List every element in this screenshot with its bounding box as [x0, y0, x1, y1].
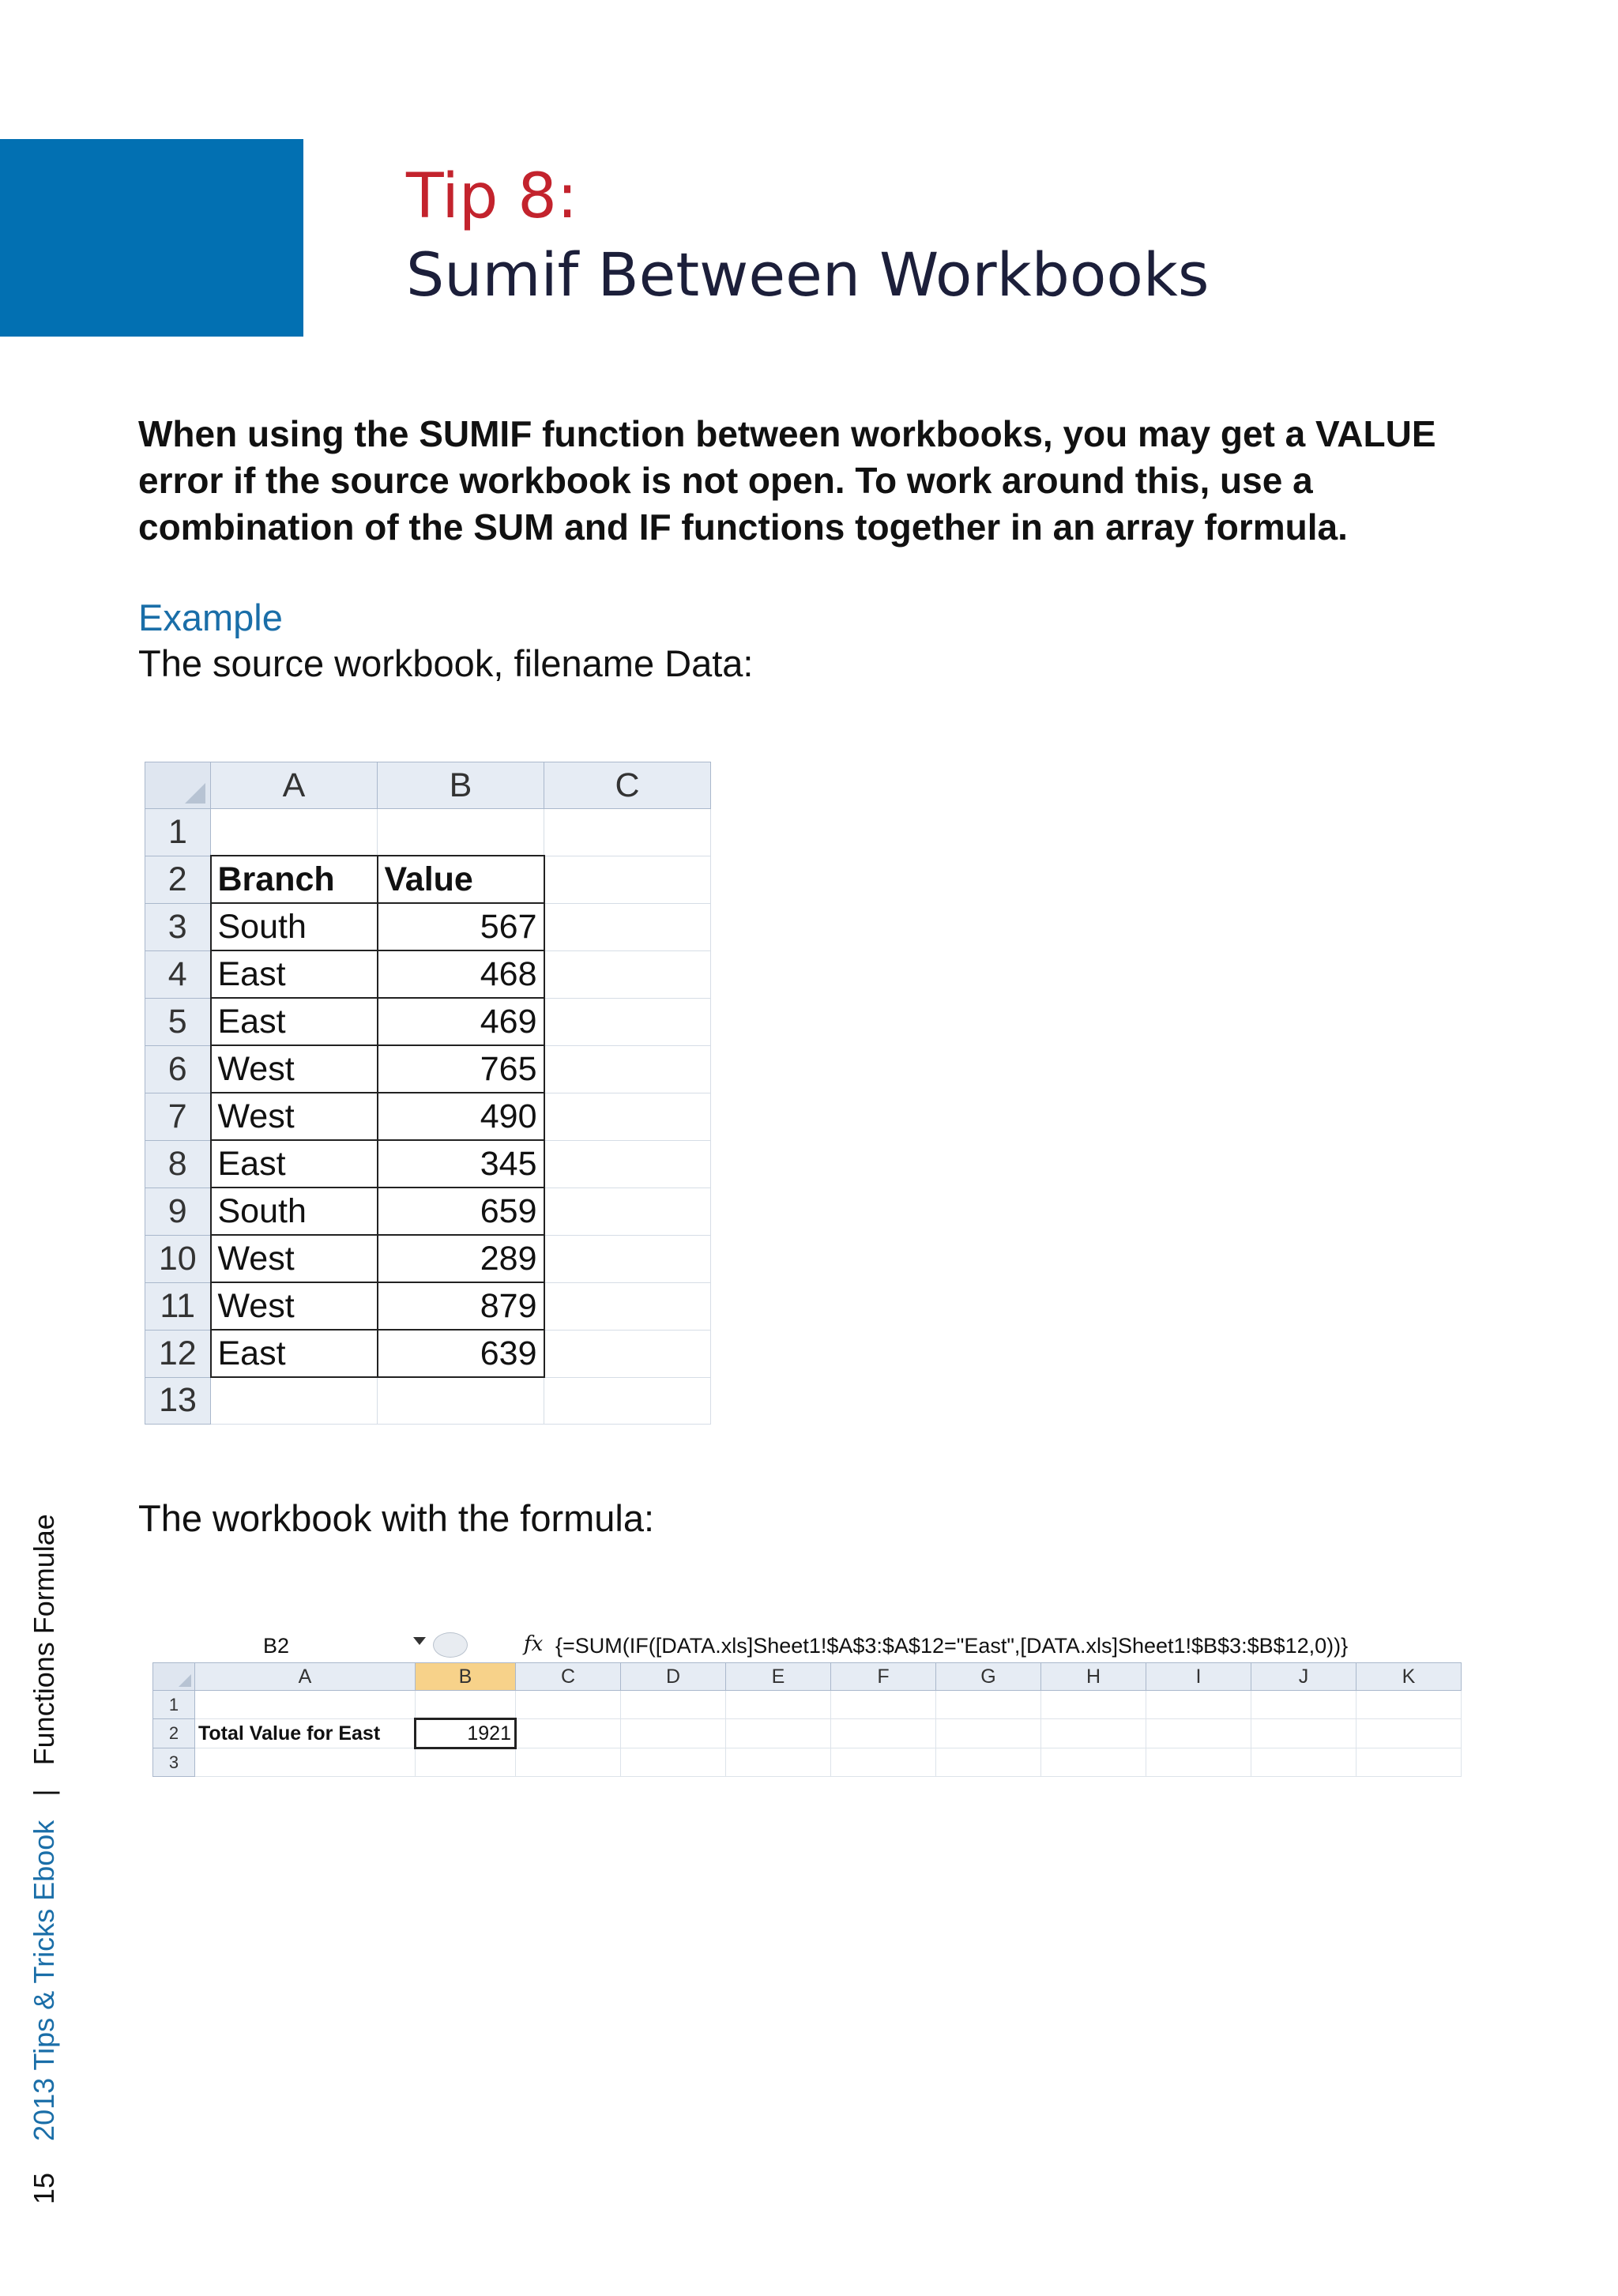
- source-workbook-label: The source workbook, filename Data:: [138, 642, 754, 684]
- value-cell: 879: [378, 1282, 544, 1330]
- ebook-name: 2013 Tips & Tricks Ebook: [28, 1820, 60, 2141]
- cell[interactable]: [831, 1691, 936, 1719]
- cell: [544, 1140, 711, 1188]
- table-row: [145, 903, 711, 950]
- row-number[interactable]: 2: [153, 1719, 195, 1748]
- cell: [544, 903, 711, 950]
- cell[interactable]: [936, 1719, 1041, 1748]
- row-number: 2: [145, 856, 211, 903]
- cell: [544, 950, 711, 998]
- branch-cell: South: [211, 1188, 378, 1235]
- select-all-corner[interactable]: [153, 1663, 195, 1691]
- cell[interactable]: [1041, 1719, 1146, 1748]
- column-header-b: B: [378, 762, 544, 809]
- cell: [378, 809, 544, 856]
- branch-cell: West: [211, 1235, 378, 1282]
- cell[interactable]: [195, 1748, 416, 1777]
- cell[interactable]: [1146, 1748, 1251, 1777]
- branch-cell: East: [211, 1140, 378, 1188]
- value-cell: 659: [378, 1188, 544, 1235]
- value-cell: 468: [378, 950, 544, 998]
- cell: [544, 1235, 711, 1282]
- cell[interactable]: [831, 1719, 936, 1748]
- select-all-corner: [145, 762, 211, 809]
- cell[interactable]: [726, 1748, 831, 1777]
- column-header-c: C: [544, 762, 711, 809]
- expand-formula-icon[interactable]: [433, 1632, 468, 1658]
- branch-cell: West: [211, 1093, 378, 1140]
- cell[interactable]: [1356, 1748, 1462, 1777]
- name-box[interactable]: B2: [263, 1634, 290, 1658]
- table-row: [145, 1235, 711, 1282]
- value-cell: 567: [378, 903, 544, 950]
- formula-text[interactable]: {=SUM(IF([DATA.xls]Sheet1!$A$3:$A$12="East",[DATA.xls]Sheet1!$B$3:$B$12,0))}: [555, 1634, 1349, 1658]
- total-value-cell[interactable]: 1921: [416, 1719, 516, 1748]
- table-row: [145, 950, 711, 998]
- row-number: 9: [145, 1188, 211, 1235]
- cell[interactable]: [1251, 1748, 1356, 1777]
- cell[interactable]: [726, 1719, 831, 1748]
- column-header-j[interactable]: J: [1251, 1663, 1356, 1691]
- footer-separator: |: [28, 1789, 60, 1797]
- source-spreadsheet: [145, 762, 711, 1425]
- row-number: 4: [145, 950, 211, 998]
- column-header-a[interactable]: A: [195, 1663, 416, 1691]
- cell: [544, 998, 711, 1045]
- cell[interactable]: [1041, 1691, 1146, 1719]
- cell[interactable]: [1146, 1719, 1251, 1748]
- example-heading: Example: [138, 597, 283, 638]
- cell[interactable]: [936, 1691, 1041, 1719]
- table-row: [145, 1188, 711, 1235]
- column-header-h[interactable]: H: [1041, 1663, 1146, 1691]
- row-number: 7: [145, 1093, 211, 1140]
- section-name: Functions Formulae: [28, 1514, 60, 1766]
- column-header-d[interactable]: D: [621, 1663, 726, 1691]
- branch-cell: West: [211, 1045, 378, 1093]
- cell: [544, 1282, 711, 1330]
- cell: [378, 1377, 544, 1425]
- formula-spreadsheet: [152, 1662, 1462, 1777]
- page-title: Sumif Between Workbooks: [406, 239, 1210, 310]
- table-row: [145, 1282, 711, 1330]
- cell[interactable]: [831, 1748, 936, 1777]
- column-header-k[interactable]: K: [1356, 1663, 1462, 1691]
- cell[interactable]: [726, 1691, 831, 1719]
- cell: [544, 1093, 711, 1140]
- row-number: 10: [145, 1235, 211, 1282]
- column-header-c[interactable]: C: [516, 1663, 621, 1691]
- column-header-b[interactable]: B: [416, 1663, 516, 1691]
- branch-cell: West: [211, 1282, 378, 1330]
- table-row: [145, 998, 711, 1045]
- value-cell: 289: [378, 1235, 544, 1282]
- table-row: [145, 1045, 711, 1093]
- column-header-i[interactable]: I: [1146, 1663, 1251, 1691]
- column-header-f[interactable]: F: [831, 1663, 936, 1691]
- row-number: 13: [145, 1377, 211, 1425]
- column-header-a: A: [211, 762, 378, 809]
- cell: [544, 1330, 711, 1377]
- cell[interactable]: [621, 1719, 726, 1748]
- cell[interactable]: [621, 1691, 726, 1719]
- cell[interactable]: [1356, 1719, 1462, 1748]
- cell[interactable]: [416, 1691, 516, 1719]
- header-cell-branch: Branch: [211, 856, 378, 903]
- row-number[interactable]: 3: [153, 1748, 195, 1777]
- row-number: 8: [145, 1140, 211, 1188]
- row-number: 3: [145, 903, 211, 950]
- row-number: 6: [145, 1045, 211, 1093]
- cell[interactable]: [516, 1719, 621, 1748]
- tip-number: Tip 8:: [406, 161, 578, 232]
- value-cell: 639: [378, 1330, 544, 1377]
- cell[interactable]: [621, 1748, 726, 1777]
- formula-bar: [152, 1631, 1456, 1661]
- cell: [544, 856, 711, 903]
- row-number[interactable]: 1: [153, 1691, 195, 1719]
- branch-cell: South: [211, 903, 378, 950]
- chevron-down-icon[interactable]: [413, 1637, 426, 1645]
- value-cell: 490: [378, 1093, 544, 1140]
- header-accent-block: [0, 139, 303, 337]
- cell: [211, 1377, 378, 1425]
- cell: [544, 809, 711, 856]
- total-label-cell[interactable]: Total Value for East: [195, 1719, 416, 1748]
- value-cell: 345: [378, 1140, 544, 1188]
- branch-cell: East: [211, 950, 378, 998]
- header-cell-value: Value: [378, 856, 544, 903]
- table-row: [145, 1330, 711, 1377]
- row-number: 12: [145, 1330, 211, 1377]
- value-cell: 765: [378, 1045, 544, 1093]
- cell[interactable]: [1041, 1748, 1146, 1777]
- cell[interactable]: [1356, 1691, 1462, 1719]
- cell: [544, 1045, 711, 1093]
- value-cell: 469: [378, 998, 544, 1045]
- column-header-g[interactable]: G: [936, 1663, 1041, 1691]
- formula-workbook-label: The workbook with the formula:: [138, 1497, 655, 1539]
- fx-icon[interactable]: fx: [524, 1632, 544, 1656]
- page-number: 15: [28, 2172, 60, 2204]
- table-row: [145, 1093, 711, 1140]
- cell[interactable]: [936, 1748, 1041, 1777]
- column-header-e[interactable]: E: [726, 1663, 831, 1691]
- cell[interactable]: [1251, 1691, 1356, 1719]
- row-number: 5: [145, 998, 211, 1045]
- branch-cell: East: [211, 1330, 378, 1377]
- vertical-footer: [28, 1514, 61, 2204]
- cell[interactable]: [1146, 1691, 1251, 1719]
- cell: [211, 809, 378, 856]
- cell[interactable]: [516, 1748, 621, 1777]
- row-number: 1: [145, 809, 211, 856]
- table-row: [145, 1140, 711, 1188]
- row-number: 11: [145, 1282, 211, 1330]
- cell[interactable]: [195, 1691, 416, 1719]
- intro-paragraph: When using the SUMIF function between workbooks, you may get a VALUE error if the source workbook is not open. To work around this, use a combination of the SUM and IF functions together in an array formula.: [138, 413, 1436, 548]
- branch-cell: East: [211, 998, 378, 1045]
- cell[interactable]: [1251, 1719, 1356, 1748]
- cell[interactable]: [416, 1748, 516, 1777]
- cell[interactable]: [516, 1691, 621, 1719]
- cell: [544, 1377, 711, 1425]
- cell: [544, 1188, 711, 1235]
